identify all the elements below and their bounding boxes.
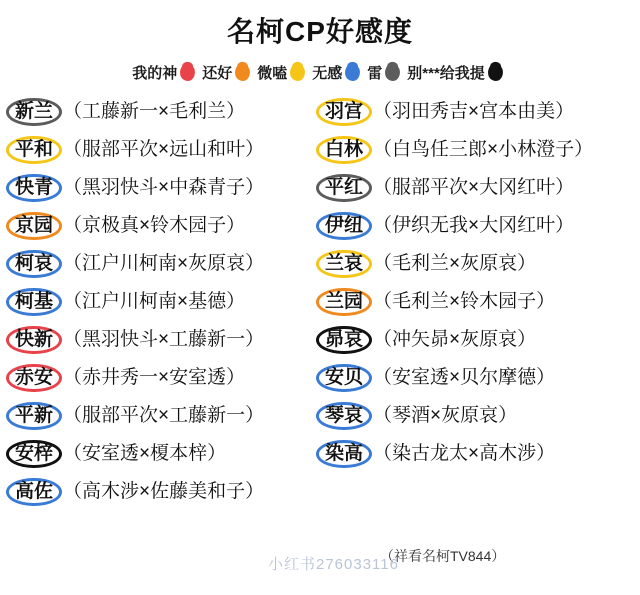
cp-list xyxy=(0,93,640,511)
blob-swatch-icon xyxy=(178,63,200,83)
cp-entry xyxy=(316,99,626,126)
legend-item xyxy=(257,62,310,83)
cp-tag: 羽宫 xyxy=(316,99,372,126)
rating-ring-icon xyxy=(6,98,62,127)
legend-label: 雷 xyxy=(367,65,383,82)
legend-label: 无感 xyxy=(312,65,343,82)
cp-entry xyxy=(316,403,626,430)
cp-entry xyxy=(316,441,626,468)
cp-names: （京极真×铃木园子） xyxy=(63,214,246,236)
cp-tag: 平新 xyxy=(6,403,62,430)
rating-ring-icon xyxy=(316,212,372,241)
cp-names: （赤井秀一×安室透） xyxy=(63,366,246,388)
rating-ring-icon xyxy=(316,402,372,431)
cp-names: （染古龙太×高木涉） xyxy=(373,442,556,464)
cp-tag: 白林 xyxy=(316,137,372,164)
cp-row xyxy=(6,131,634,169)
cp-tag: 昴哀 xyxy=(316,327,372,354)
page-title: 名柯CP好感度 xyxy=(227,16,413,47)
rating-ring-icon xyxy=(6,326,62,355)
cp-entry xyxy=(316,327,626,354)
cp-tag: 琴哀 xyxy=(316,403,372,430)
rating-ring-icon xyxy=(316,136,372,165)
cp-names: （安室透×贝尔摩德） xyxy=(373,366,556,388)
rating-ring-icon xyxy=(6,136,62,165)
cp-names: （工藤新一×毛利兰） xyxy=(63,100,246,122)
rating-ring-icon xyxy=(6,212,62,241)
cp-row xyxy=(6,207,634,245)
rating-ring-icon xyxy=(316,98,372,127)
cp-entry xyxy=(6,251,316,278)
cp-tag: 兰哀 xyxy=(316,251,372,278)
rating-ring-icon xyxy=(316,440,372,469)
cp-names: （黑羽快斗×工藤新一） xyxy=(63,328,265,350)
cp-row xyxy=(6,283,634,321)
cp-row xyxy=(6,169,634,207)
cp-tag: 新兰 xyxy=(6,99,62,126)
cp-entry xyxy=(6,99,316,126)
legend-item xyxy=(312,62,365,83)
legend-label: 别***给我提 xyxy=(407,65,485,82)
cp-tag: 京园 xyxy=(6,213,62,240)
cp-tag: 柯哀 xyxy=(6,251,62,278)
cp-names: （毛利兰×灰原哀） xyxy=(373,252,537,274)
cp-entry xyxy=(6,403,316,430)
cp-names: （江户川柯南×基德） xyxy=(63,290,246,312)
legend-item xyxy=(407,62,508,83)
cp-names: （高木涉×佐藤美和子） xyxy=(63,480,265,502)
cp-entry xyxy=(6,479,316,506)
cp-row xyxy=(6,93,634,131)
cp-row xyxy=(6,435,634,473)
cp-tag: 快新 xyxy=(6,327,62,354)
cp-tag: 快青 xyxy=(6,175,62,202)
rating-ring-icon xyxy=(6,174,62,203)
rating-ring-icon xyxy=(6,402,62,431)
rating-ring-icon xyxy=(316,288,372,317)
cp-names: （服部平次×远山和叶） xyxy=(63,138,265,160)
cp-names: （黑羽快斗×中森青子） xyxy=(63,176,265,198)
cp-names: （冲矢昴×灰原哀） xyxy=(373,328,537,350)
cp-names: （服部平次×工藤新一） xyxy=(63,404,265,426)
cp-tag: 安梓 xyxy=(6,441,62,468)
rating-ring-icon xyxy=(6,440,62,469)
rating-ring-icon xyxy=(6,364,62,393)
credit-text: （祥看名柯TV844） xyxy=(380,548,506,564)
cp-tag: 伊纽 xyxy=(316,213,372,240)
rating-ring-icon xyxy=(6,250,62,279)
cp-tag: 赤安 xyxy=(6,365,62,392)
rating-ring-icon xyxy=(316,174,372,203)
cp-names: （江户川柯南×灰原哀） xyxy=(63,252,265,274)
cp-entry xyxy=(6,137,316,164)
cp-tag: 安贝 xyxy=(316,365,372,392)
legend-label: 还好 xyxy=(202,65,233,82)
cp-names: （羽田秀吉×宫本由美） xyxy=(373,100,575,122)
legend-item xyxy=(367,62,405,83)
cp-tag: 平红 xyxy=(316,175,372,202)
cp-entry xyxy=(6,441,316,468)
cp-tag: 染高 xyxy=(316,441,372,468)
cp-entry xyxy=(316,365,626,392)
cp-entry xyxy=(316,137,626,164)
cp-entry xyxy=(316,289,626,316)
rating-ring-icon xyxy=(6,288,62,317)
rating-ring-icon xyxy=(316,250,372,279)
cp-names: （毛利兰×铃木园子） xyxy=(373,290,556,312)
cp-entry xyxy=(316,251,626,278)
blob-swatch-icon xyxy=(233,63,255,83)
blob-swatch-icon xyxy=(288,63,310,83)
cp-row xyxy=(6,473,634,511)
cp-names: （伊织无我×大冈红叶） xyxy=(373,214,575,236)
rating-ring-icon xyxy=(6,478,62,507)
blob-swatch-icon xyxy=(383,63,405,83)
legend-item xyxy=(132,62,200,83)
cp-entry xyxy=(6,175,316,202)
cp-entry xyxy=(6,365,316,392)
cp-entry xyxy=(316,213,626,240)
cp-tag: 柯基 xyxy=(6,289,62,316)
cp-row xyxy=(6,245,634,283)
blob-swatch-icon xyxy=(486,63,508,83)
cp-tag: 兰园 xyxy=(316,289,372,316)
legend-item xyxy=(202,62,255,83)
cp-names: （安室透×榎本梓） xyxy=(63,442,227,464)
cp-entry xyxy=(6,327,316,354)
legend-label: 我的神 xyxy=(132,65,178,82)
cp-row xyxy=(6,397,634,435)
legend-label: 微嗑 xyxy=(257,65,288,82)
cp-names: （白鸟任三郎×小林澄子） xyxy=(373,138,594,160)
cp-tag: 平和 xyxy=(6,137,62,164)
legend xyxy=(0,62,640,83)
cp-tag: 高佐 xyxy=(6,479,62,506)
rating-ring-icon xyxy=(316,364,372,393)
cp-entry xyxy=(6,213,316,240)
cp-entry xyxy=(6,289,316,316)
rating-ring-icon xyxy=(316,326,372,355)
cp-entry xyxy=(316,175,626,202)
cp-names: （琴酒×灰原哀） xyxy=(373,404,518,426)
cp-row xyxy=(6,321,634,359)
cp-names: （服部平次×大冈红叶） xyxy=(373,176,575,198)
blob-swatch-icon xyxy=(343,63,365,83)
watermark: 小红书276033116 xyxy=(268,556,399,573)
cp-row xyxy=(6,359,634,397)
